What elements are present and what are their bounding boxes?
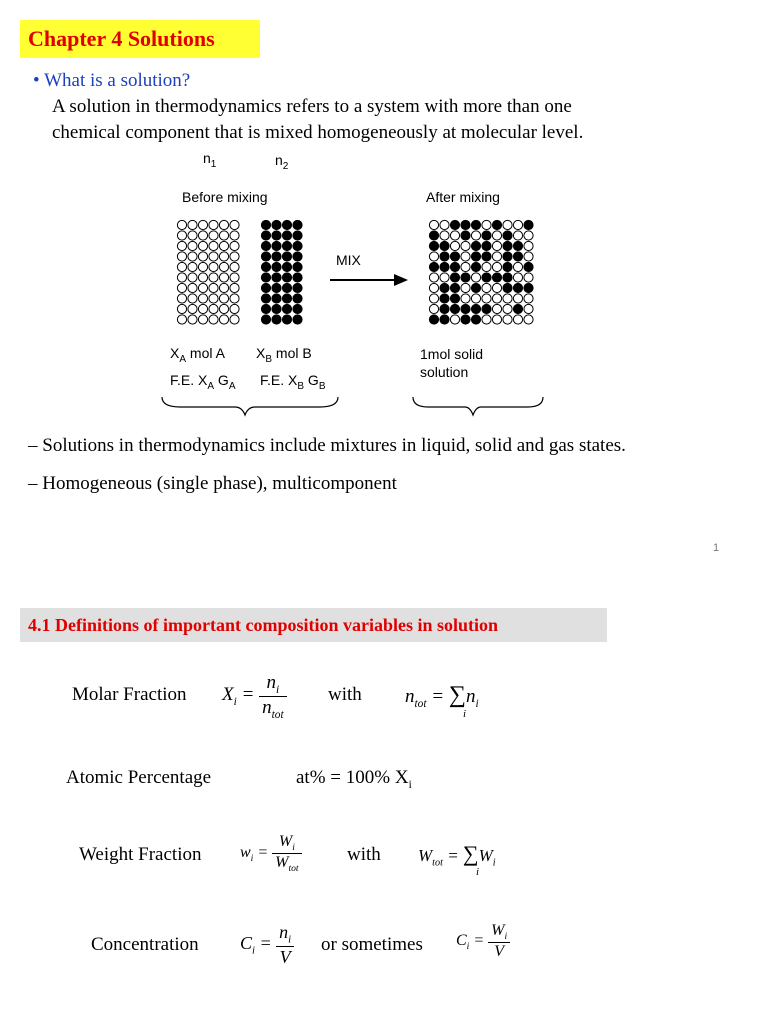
black-atom — [513, 241, 522, 250]
black-atom — [503, 262, 512, 271]
white-atom — [177, 231, 186, 240]
black-atom — [282, 262, 291, 271]
black-atom — [440, 283, 449, 292]
black-atom — [272, 252, 281, 261]
white-atom — [188, 273, 197, 282]
black-atom — [450, 252, 459, 261]
white-atom — [492, 241, 501, 250]
black-atom — [282, 231, 291, 240]
page-number: 1 — [713, 542, 720, 554]
white-atom — [471, 273, 480, 282]
black-atom — [261, 252, 270, 261]
black-atom — [429, 315, 438, 324]
black-atom — [503, 231, 512, 240]
white-atom — [209, 220, 218, 229]
white-atom — [524, 304, 533, 313]
white-atom — [429, 220, 438, 229]
black-atom — [471, 252, 480, 261]
white-atom — [471, 231, 480, 240]
weight-fraction-formula: $w_i$ = $\frac{W_i}{W_{tot}}$ — [240, 833, 302, 874]
chapter-title: Chapter 4 Solutions — [20, 20, 260, 58]
black-atom — [282, 315, 291, 324]
black-atom — [471, 304, 480, 313]
black-atom — [524, 283, 533, 292]
white-atom — [188, 262, 197, 271]
white-atom — [188, 304, 197, 313]
white-atom — [461, 283, 470, 292]
white-atom-grid — [177, 220, 239, 324]
black-atom — [471, 315, 480, 324]
black-atom — [272, 304, 281, 313]
white-atom — [471, 294, 480, 303]
white-atom — [503, 220, 512, 229]
white-atom — [513, 220, 522, 229]
white-atom — [188, 241, 197, 250]
white-atom — [198, 231, 207, 240]
n2-label: $n_2$ — [275, 152, 289, 172]
black-atom — [261, 304, 270, 313]
white-atom — [503, 294, 512, 303]
black-atom — [272, 294, 281, 303]
white-atom — [198, 241, 207, 250]
dash-line-1: – Solutions in thermodynamics include mixtures in liquid, solid and gas states. — [28, 435, 626, 456]
fe-b-label: F.E. $X_B$ $G_B$ — [260, 372, 326, 392]
black-atom — [282, 241, 291, 250]
white-atom — [209, 262, 218, 271]
white-atom — [461, 241, 470, 250]
white-atom — [482, 283, 491, 292]
white-atom — [461, 262, 470, 271]
black-atom — [524, 220, 533, 229]
with-label-2: with — [347, 844, 381, 865]
white-atom — [198, 315, 207, 324]
white-atom — [524, 273, 533, 282]
white-atom — [513, 294, 522, 303]
white-atom — [492, 315, 501, 324]
white-atom — [440, 220, 449, 229]
white-atom — [482, 262, 491, 271]
n1-label: $n_1$ — [203, 150, 217, 170]
white-atom — [209, 231, 218, 240]
white-atom — [219, 315, 228, 324]
black-atom — [513, 252, 522, 261]
molar-fraction-label: Molar Fraction — [72, 684, 187, 705]
white-atom — [219, 262, 228, 271]
black-atom — [461, 273, 470, 282]
black-atom — [272, 315, 281, 324]
black-atom — [440, 304, 449, 313]
mix-arrowhead — [394, 274, 408, 286]
white-atom — [503, 304, 512, 313]
black-atom — [261, 220, 270, 229]
black-atom — [503, 241, 512, 250]
black-atom — [450, 220, 459, 229]
with-label-1: with — [328, 684, 362, 705]
bullet-question — [33, 70, 190, 92]
dash-line-2: – Homogeneous (single phase), multicomponent — [28, 473, 397, 494]
white-atom — [188, 283, 197, 292]
black-atom — [513, 304, 522, 313]
mixing-diagram — [150, 145, 570, 420]
black-atom — [492, 273, 501, 282]
concentration-alt-formula: $C_i$ = $\frac{W_i}{V}$ — [456, 922, 510, 961]
white-atom — [524, 231, 533, 240]
white-atom — [177, 304, 186, 313]
bullet-mark: • — [33, 70, 40, 91]
white-atom — [177, 241, 186, 250]
black-atom — [450, 262, 459, 271]
black-atom — [272, 241, 281, 250]
black-atom — [282, 252, 291, 261]
white-atom — [177, 294, 186, 303]
white-atom — [492, 283, 501, 292]
white-atom — [230, 231, 239, 240]
white-atom — [429, 304, 438, 313]
black-atom — [261, 262, 270, 271]
black-atom — [503, 252, 512, 261]
black-atom — [293, 294, 302, 303]
white-atom — [209, 294, 218, 303]
black-atom — [272, 220, 281, 229]
black-atom — [293, 273, 302, 282]
white-atom — [177, 262, 186, 271]
white-atom — [230, 294, 239, 303]
black-atom — [293, 304, 302, 313]
black-atom — [461, 231, 470, 240]
white-atom — [219, 294, 228, 303]
white-atom — [177, 283, 186, 292]
white-atom — [524, 315, 533, 324]
definition-line-2: chemical component that is mixed homogeneously at molecular level. — [52, 122, 584, 143]
white-atom — [198, 294, 207, 303]
white-atom — [230, 241, 239, 250]
white-atom — [492, 262, 501, 271]
black-atom — [261, 241, 270, 250]
white-atom — [209, 315, 218, 324]
white-atom — [219, 304, 228, 313]
black-atom — [293, 231, 302, 240]
black-atom — [440, 294, 449, 303]
black-atom — [461, 315, 470, 324]
white-atom — [177, 315, 186, 324]
white-atom — [513, 273, 522, 282]
white-atom — [177, 273, 186, 282]
black-atom — [293, 262, 302, 271]
weight-fraction-label: Weight Fraction — [79, 844, 202, 865]
after-caption-1: 1mol solid — [420, 346, 484, 362]
black-atom — [261, 294, 270, 303]
black-atom — [471, 262, 480, 271]
white-atom — [188, 231, 197, 240]
atomic-percentage-label: Atomic Percentage — [66, 767, 212, 788]
black-atom — [482, 304, 491, 313]
white-atom — [177, 252, 186, 261]
black-atom — [293, 220, 302, 229]
black-atom — [461, 304, 470, 313]
xa-mol-a: $X_A$ mol A — [170, 345, 225, 365]
white-atom — [209, 252, 218, 261]
black-atom — [450, 283, 459, 292]
black-atom — [282, 273, 291, 282]
definition-line-1: A solution in thermodynamics refers to a system with more than one — [52, 96, 572, 117]
question-text: What is a solution? — [44, 70, 191, 91]
white-atom — [230, 273, 239, 282]
black-atom — [261, 231, 270, 240]
black-atom — [272, 262, 281, 271]
black-atom — [482, 231, 491, 240]
black-atom — [282, 220, 291, 229]
black-atom — [293, 283, 302, 292]
white-atom — [219, 231, 228, 240]
white-atom — [198, 262, 207, 271]
white-atom — [513, 262, 522, 271]
black-atom — [461, 220, 470, 229]
black-atom — [471, 220, 480, 229]
left-brace — [162, 397, 338, 415]
black-atom — [471, 241, 480, 250]
white-atom — [198, 252, 207, 261]
white-atom — [429, 283, 438, 292]
white-atom — [219, 252, 228, 261]
white-atom — [198, 273, 207, 282]
black-atom — [429, 262, 438, 271]
white-atom — [198, 283, 207, 292]
white-atom — [209, 273, 218, 282]
fe-a-label: F.E. $X_A$ $G_A$ — [170, 372, 236, 392]
black-atom — [440, 252, 449, 261]
mix-label: MIX — [336, 252, 361, 268]
white-atom — [524, 252, 533, 261]
black-atom — [282, 304, 291, 313]
white-atom — [429, 273, 438, 282]
black-atom — [272, 283, 281, 292]
black-atom — [492, 220, 501, 229]
black-atom — [429, 241, 438, 250]
white-atom — [492, 294, 501, 303]
black-atom — [293, 241, 302, 250]
white-atom — [198, 220, 207, 229]
black-atom — [471, 283, 480, 292]
white-atom — [524, 241, 533, 250]
black-atom — [450, 294, 459, 303]
white-atom — [188, 315, 197, 324]
white-atom — [188, 294, 197, 303]
ntot-sum-formula: $n_{tot} = \sum n_i$ i — [405, 682, 479, 720]
white-atom — [429, 294, 438, 303]
black-atom — [282, 294, 291, 303]
white-atom — [188, 220, 197, 229]
black-atom — [261, 283, 270, 292]
white-atom — [450, 315, 459, 324]
black-atom — [450, 273, 459, 282]
white-atom — [177, 220, 186, 229]
white-atom — [209, 304, 218, 313]
white-atom — [219, 273, 228, 282]
black-atom — [293, 315, 302, 324]
white-atom — [219, 283, 228, 292]
white-atom — [219, 241, 228, 250]
white-atom — [230, 283, 239, 292]
black-atom — [261, 315, 270, 324]
white-atom — [482, 294, 491, 303]
black-atom-grid — [261, 220, 302, 324]
white-atom — [440, 273, 449, 282]
black-atom — [272, 231, 281, 240]
white-atom — [492, 304, 501, 313]
wtot-sum-formula: $W_{tot} = \sum W_i$ i — [418, 841, 496, 878]
white-atom — [440, 231, 449, 240]
white-atom — [230, 304, 239, 313]
concentration-formula: $C_i$ = $\frac{n_i}{V}$ — [240, 922, 294, 968]
white-atom — [513, 315, 522, 324]
black-atom — [524, 262, 533, 271]
white-atom — [429, 252, 438, 261]
atomic-percentage-formula: at% = 100% $X_i$ — [296, 767, 412, 791]
white-atom — [482, 315, 491, 324]
white-atom — [198, 304, 207, 313]
white-atom — [513, 231, 522, 240]
white-atom — [219, 220, 228, 229]
black-atom — [282, 283, 291, 292]
black-atom — [440, 315, 449, 324]
right-brace — [413, 397, 543, 415]
black-atom — [503, 273, 512, 282]
molar-fraction-formula: $X_i$ = $\frac{n_i}{n_{tot}}$ — [222, 672, 287, 721]
black-atom — [482, 241, 491, 250]
white-atom — [209, 241, 218, 250]
white-atom — [450, 231, 459, 240]
white-atom — [461, 252, 470, 261]
black-atom — [513, 283, 522, 292]
after-caption-2: solution — [420, 364, 469, 380]
white-atom — [188, 252, 197, 261]
black-atom — [482, 252, 491, 261]
section-title: 4.1 Definitions of important composition variables in solution — [20, 608, 607, 642]
black-atom — [293, 252, 302, 261]
white-atom — [230, 315, 239, 324]
xb-mol-b: $X_B$ mol B — [256, 345, 312, 365]
black-atom — [440, 241, 449, 250]
black-atom — [272, 273, 281, 282]
white-atom — [230, 252, 239, 261]
white-atom — [492, 231, 501, 240]
black-atom — [482, 273, 491, 282]
white-atom — [492, 252, 501, 261]
black-atom — [440, 262, 449, 271]
or-sometimes-label: or sometimes — [321, 934, 423, 955]
black-atom — [503, 283, 512, 292]
white-atom — [503, 315, 512, 324]
black-atom — [261, 273, 270, 282]
white-atom — [461, 294, 470, 303]
white-atom — [524, 294, 533, 303]
mixed-atom-grid — [429, 220, 533, 324]
white-atom — [209, 283, 218, 292]
concentration-label: Concentration — [91, 934, 199, 955]
black-atom — [450, 304, 459, 313]
white-atom — [230, 220, 239, 229]
white-atom — [230, 262, 239, 271]
black-atom — [429, 231, 438, 240]
before-mixing-label: Before mixing — [182, 189, 268, 205]
white-atom — [482, 220, 491, 229]
white-atom — [450, 241, 459, 250]
after-mixing-label: After mixing — [426, 189, 500, 205]
